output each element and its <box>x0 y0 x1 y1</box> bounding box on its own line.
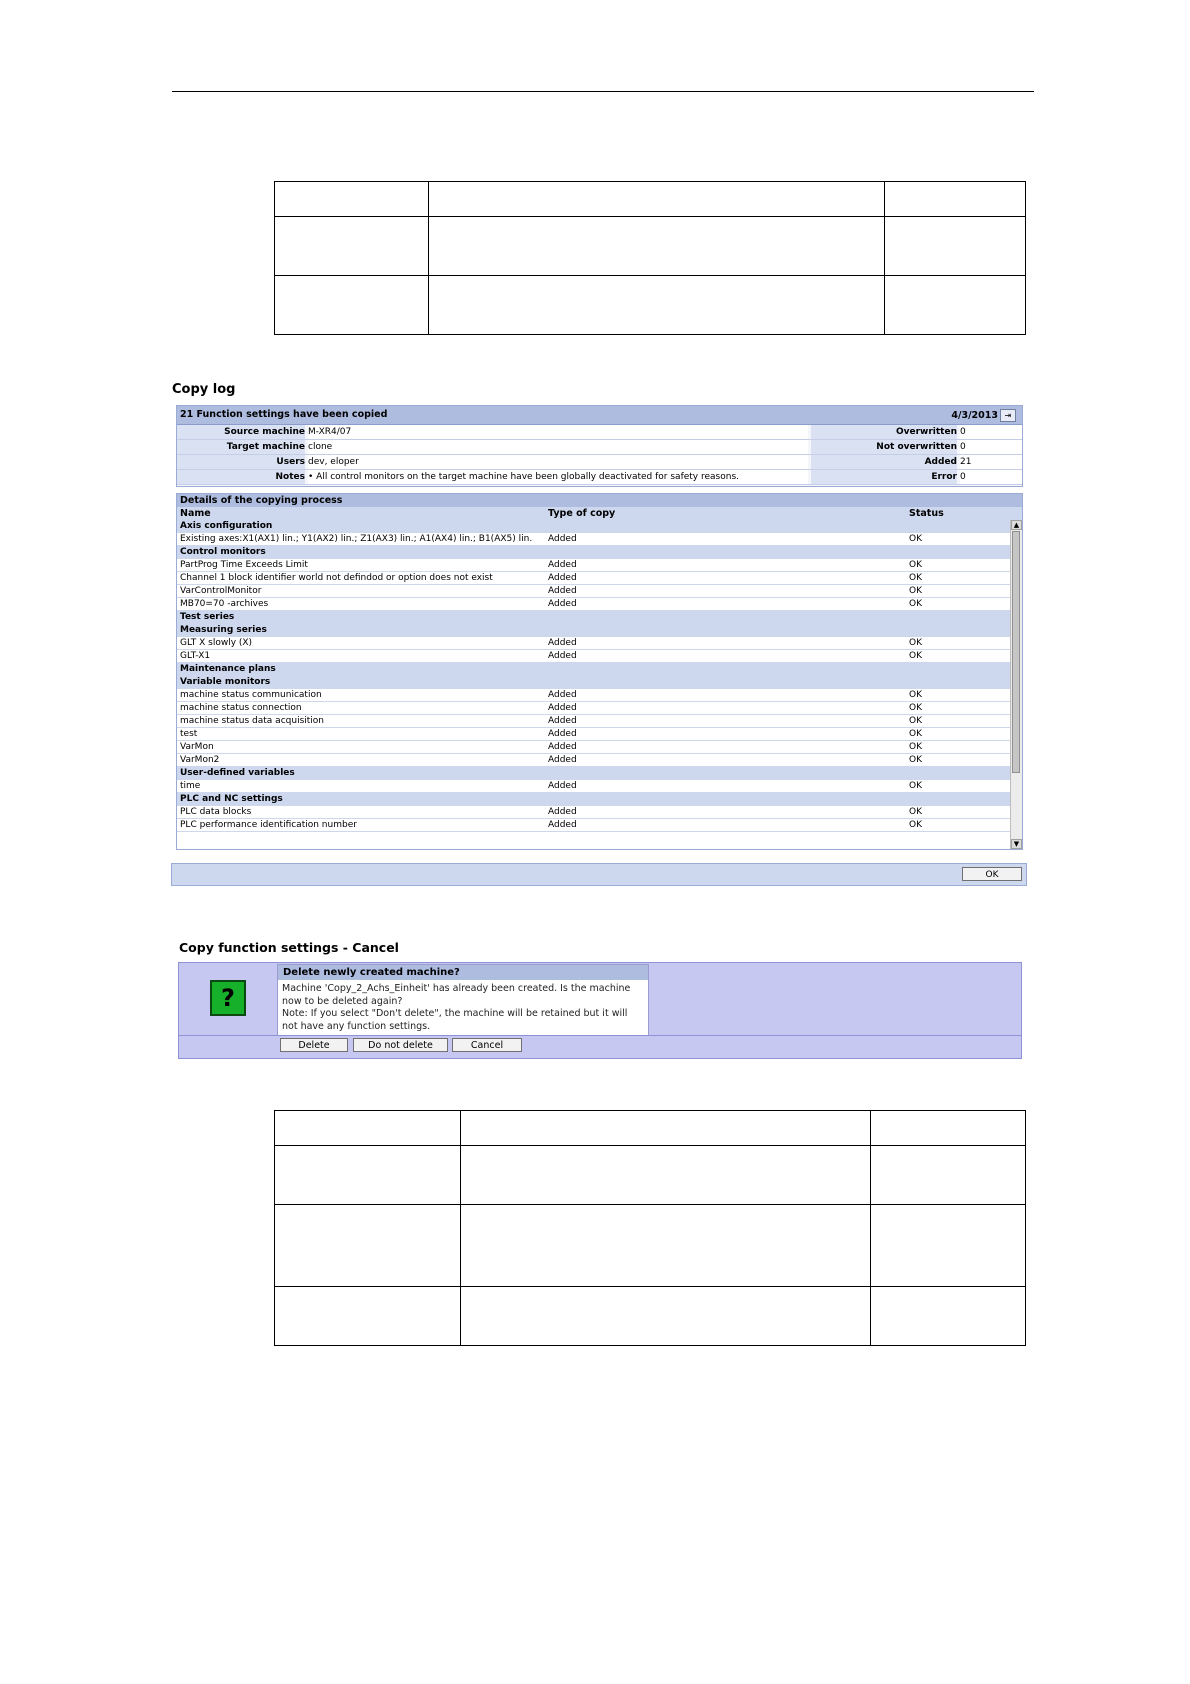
row-status: OK <box>909 716 922 726</box>
dialog-message-line: Machine 'Copy_2_Achs_Einheit' has already been created. Is the machine now to be deleted again? <box>282 983 631 1007</box>
stat-value: 21 <box>960 455 1022 469</box>
table-row[interactable] <box>177 585 1010 598</box>
table-row[interactable] <box>177 533 1010 546</box>
dialog-message <box>282 983 644 1033</box>
info-value: • All control monitors on the target machine have been globally deactivated for safety reasons. <box>308 470 808 484</box>
table-row[interactable] <box>177 780 1010 793</box>
row-name: GLT-X1 <box>180 651 211 661</box>
delete-button[interactable]: Delete <box>280 1038 348 1052</box>
row-status: OK <box>909 573 922 583</box>
row-type: Added <box>548 820 577 830</box>
empty-table-bottom <box>274 1110 1026 1346</box>
category-row[interactable]: User-defined variables <box>177 767 1010 780</box>
copy-log-footer <box>171 863 1027 886</box>
info-row <box>177 425 1022 440</box>
row-name: PLC performance identification number <box>180 820 357 830</box>
table-row[interactable] <box>177 702 1010 715</box>
row-status: OK <box>909 651 922 661</box>
info-row <box>177 470 1022 485</box>
details-scrollbar[interactable] <box>1010 520 1022 849</box>
category-row[interactable]: Measuring series <box>177 624 1010 637</box>
table-row[interactable] <box>177 559 1010 572</box>
row-type: Added <box>548 742 577 752</box>
dialog-message-box <box>277 964 649 1036</box>
stat-value: 0 <box>960 425 1022 439</box>
table-row[interactable] <box>177 728 1010 741</box>
table-row[interactable] <box>177 572 1010 585</box>
row-type: Added <box>548 534 577 544</box>
row-status: OK <box>909 638 922 648</box>
table-row[interactable] <box>177 741 1010 754</box>
table-row[interactable] <box>177 650 1010 663</box>
page-header-rule <box>172 91 1034 92</box>
row-name: VarControlMonitor <box>180 586 262 596</box>
category-row[interactable]: Test series <box>177 611 1010 624</box>
table-row[interactable] <box>177 806 1010 819</box>
row-status: OK <box>909 534 922 544</box>
stat-label: Overwritten <box>811 425 957 439</box>
info-label: Notes <box>177 470 305 484</box>
row-status: OK <box>909 742 922 752</box>
table-row[interactable] <box>177 819 1010 832</box>
row-name: PartProg Time Exceeds Limit <box>180 560 308 570</box>
copy-details-panel <box>176 493 1023 850</box>
dialog-heading: Delete newly created machine? <box>278 965 648 980</box>
row-status: OK <box>909 807 922 817</box>
summary-date: 4/3/2013 <box>951 410 998 421</box>
row-name: Existing axes:X1(AX1) lin.; Y1(AX2) lin.; Z1(AX3) lin.; A1(AX4) lin.; B1(AX5) lin. <box>180 534 533 544</box>
row-status: OK <box>909 703 922 713</box>
ok-button[interactable]: OK <box>962 867 1022 881</box>
category-row[interactable]: Control monitors <box>177 546 1010 559</box>
row-name: test <box>180 729 198 739</box>
dialog-message-line: Note: If you select "Don't delete", the machine will be retained but it will not have any function settings. <box>282 1008 628 1032</box>
info-row <box>177 455 1022 470</box>
row-name: VarMon2 <box>180 755 220 765</box>
row-type: Added <box>548 560 577 570</box>
row-status: OK <box>909 755 922 765</box>
info-value: dev, eloper <box>308 455 808 469</box>
summary-header <box>177 406 1022 425</box>
row-status: OK <box>909 560 922 570</box>
row-type: Added <box>548 573 577 583</box>
row-type: Added <box>548 599 577 609</box>
info-label: Source machine <box>177 425 305 439</box>
row-status: OK <box>909 781 922 791</box>
do-not-delete-button[interactable]: Do not delete <box>353 1038 448 1052</box>
row-name: PLC data blocks <box>180 807 252 817</box>
row-name: GLT X slowly (X) <box>180 638 253 648</box>
row-status: OK <box>909 599 922 609</box>
info-label: Users <box>177 455 305 469</box>
row-type: Added <box>548 651 577 661</box>
details-column-headers <box>177 507 1022 520</box>
stat-value: 0 <box>960 440 1022 454</box>
stat-label: Added <box>811 455 957 469</box>
table-row[interactable] <box>177 754 1010 767</box>
row-name: Channel 1 block identifier world not defindod or option does not exist <box>180 573 493 583</box>
table-row[interactable] <box>177 598 1010 611</box>
column-status[interactable]: Status <box>909 508 944 519</box>
summary-title: 21 Function settings have been copied <box>180 409 388 420</box>
row-type: Added <box>548 729 577 739</box>
empty-table-top <box>274 181 1026 335</box>
row-type: Added <box>548 716 577 726</box>
column-type[interactable]: Type of copy <box>548 508 616 519</box>
stat-value: 0 <box>960 470 1022 484</box>
category-row[interactable]: Maintenance plans <box>177 663 1010 676</box>
row-status: OK <box>909 820 922 830</box>
scroll-down-icon[interactable]: ▼ <box>1011 839 1022 849</box>
info-label: Target machine <box>177 440 305 454</box>
scroll-thumb[interactable] <box>1012 531 1020 773</box>
details-list <box>177 520 1010 849</box>
row-type: Added <box>548 690 577 700</box>
details-title: Details of the copying process <box>177 494 1022 507</box>
row-name: time <box>180 781 201 791</box>
row-status: OK <box>909 729 922 739</box>
row-status: OK <box>909 586 922 596</box>
table-row[interactable] <box>177 715 1010 728</box>
copy-log-title: Copy log <box>172 382 236 397</box>
row-name: MB70=70 -archives <box>180 599 269 609</box>
dialog-divider <box>179 1035 1021 1036</box>
column-name[interactable]: Name <box>180 508 211 519</box>
row-type: Added <box>548 755 577 765</box>
stat-label: Error <box>811 470 957 484</box>
row-type: Added <box>548 807 577 817</box>
delete-machine-dialog <box>178 962 1022 1059</box>
category-row[interactable]: Axis configuration <box>177 520 1010 533</box>
row-name: machine status connection <box>180 703 302 713</box>
stat-label: Not overwritten <box>811 440 957 454</box>
cancel-section-title: Copy function settings - Cancel <box>179 940 399 955</box>
row-name: machine status communication <box>180 690 322 700</box>
scroll-up-icon[interactable]: ▲ <box>1011 520 1022 530</box>
category-row[interactable]: PLC and NC settings <box>177 793 1010 806</box>
export-icon[interactable]: ⇥ <box>1000 409 1016 422</box>
row-type: Added <box>548 586 577 596</box>
table-row[interactable] <box>177 637 1010 650</box>
info-value: clone <box>308 440 808 454</box>
row-status: OK <box>909 690 922 700</box>
question-icon: ? <box>210 980 246 1016</box>
row-type: Added <box>548 638 577 648</box>
info-row <box>177 440 1022 455</box>
row-type: Added <box>548 703 577 713</box>
row-type: Added <box>548 781 577 791</box>
cancel-button[interactable]: Cancel <box>452 1038 522 1052</box>
copy-summary-panel <box>176 405 1023 487</box>
row-name: machine status data acquisition <box>180 716 324 726</box>
info-value: M-XR4/07 <box>308 425 808 439</box>
table-row[interactable] <box>177 689 1010 702</box>
row-name: VarMon <box>180 742 214 752</box>
category-row[interactable]: Variable monitors <box>177 676 1010 689</box>
